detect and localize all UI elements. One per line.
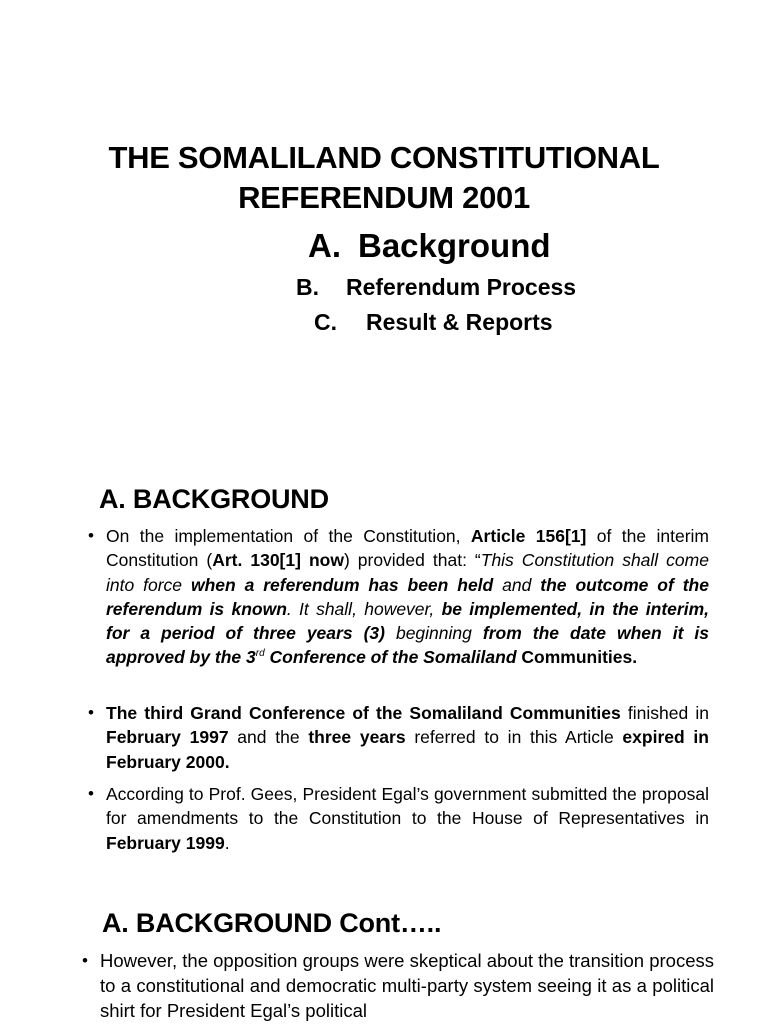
bullet-icon: • <box>88 784 94 803</box>
bullet-icon: • <box>82 951 88 970</box>
outline-label: Background <box>358 227 551 264</box>
outline-item-referendum-process <box>296 274 576 301</box>
outline-item-background <box>308 227 551 265</box>
presentation-title <box>0 138 768 218</box>
text-run: On the implementation of the Constitution, <box>106 526 471 546</box>
text-run: . <box>224 751 230 772</box>
background-slide <box>0 470 768 880</box>
text-run: when a referendum has been held <box>190 574 494 595</box>
text-run: beginning <box>384 623 483 644</box>
text-run: February 1997 <box>106 727 229 748</box>
outline-marker: C. <box>314 309 337 335</box>
text-run: three years <box>308 727 406 748</box>
text-run: and <box>493 574 541 595</box>
text-run: Communities <box>516 647 633 668</box>
bullet-item-opposition <box>82 948 714 1023</box>
text-run: from the date when it is approved by the 3 <box>106 623 709 668</box>
text-run: . It shall, however, <box>286 598 442 619</box>
outline-label: Result & Reports <box>366 309 553 335</box>
outline-marker: B. <box>296 274 319 300</box>
text-run: Art. 130[1] now <box>212 550 344 571</box>
title-line-1: THE SOMALILAND CONSTITUTIONAL <box>108 140 660 175</box>
outline-label: Referendum Process <box>346 274 577 300</box>
background-cont-slide <box>0 880 768 1024</box>
text-run: be implemented, in the interim, for a period of three years (3) <box>106 598 710 644</box>
text-run: Conference of the Somaliland <box>264 647 517 668</box>
text-run: finished in <box>620 703 709 723</box>
outline-marker: A. <box>308 227 341 264</box>
text-run: ) provided that: “ <box>343 550 481 571</box>
bullet-icon: • <box>88 526 94 545</box>
text-run: the outcome of the referendum is known <box>106 574 709 619</box>
text-run: The third Grand Conference of the Somaliland Communities <box>106 703 621 723</box>
text-run: of the interim Constitution ( <box>106 526 709 571</box>
title-slide <box>0 0 768 470</box>
bullet-icon: • <box>88 703 94 722</box>
slide-heading: A. BACKGROUND <box>99 484 329 514</box>
bullet-item-third-conference <box>88 701 709 774</box>
bullet-item-article-156 <box>88 524 710 670</box>
text-run: and the <box>228 727 309 748</box>
text-run: expired in February 2000 <box>106 727 709 772</box>
outline-item-result-reports <box>314 309 553 336</box>
text-run: This Constitution shall come into force <box>106 550 709 595</box>
text-run: February 1999 <box>106 832 225 853</box>
title-line-2: REFERENDUM 2001 <box>238 180 530 215</box>
text-run: Article 156[1] <box>470 526 587 546</box>
ordinal-suffix: rd <box>255 648 265 660</box>
text-run: . <box>224 832 230 853</box>
bullet-item-prof-gees <box>88 782 709 855</box>
slide-heading: A. BACKGROUND Cont….. <box>102 908 442 938</box>
text-run: However, the opposition groups were skeptical about the transition process to a constitutional and democratic multi-party system seeing it as a political shirt for President Egal’s political <box>100 950 714 1021</box>
text-run: According to Prof. Gees, President Egal’s government submitted the proposal for amendments to the Constitution to the House of Representatives in <box>106 784 709 829</box>
text-run: . <box>632 647 638 668</box>
text-run: referred to in this Article <box>405 727 623 748</box>
